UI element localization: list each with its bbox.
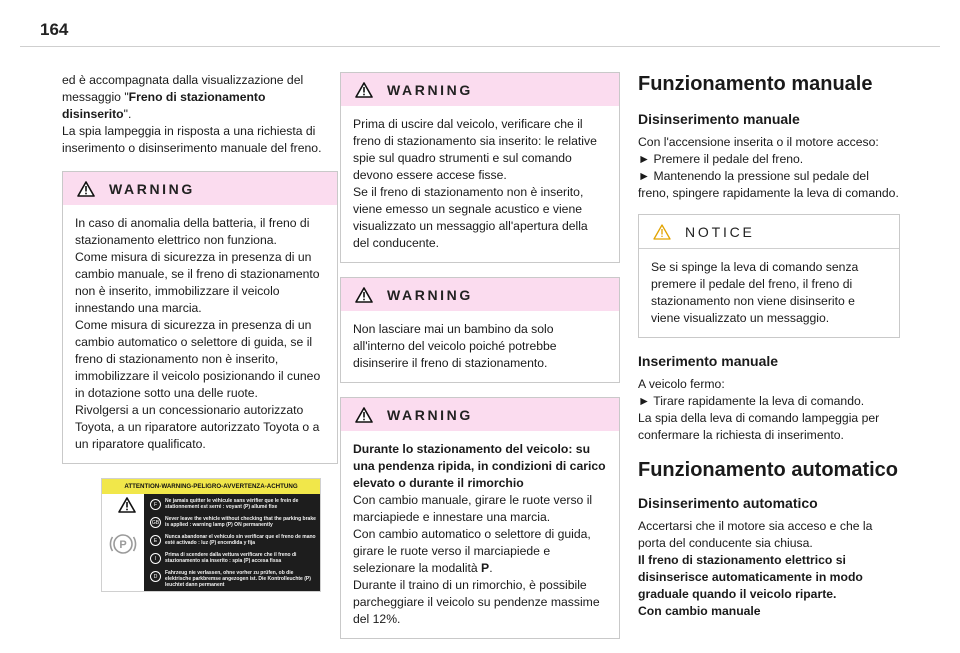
warning-body [63, 205, 337, 463]
notice-box [638, 214, 900, 338]
warning-title: WARNING [109, 180, 195, 197]
warning-header [341, 278, 619, 311]
header-rule [20, 46, 940, 47]
warning-header [341, 73, 619, 106]
warning-paragraph: Con cambio manuale, girare le ruote verso il marciapiede e innestare una marcia. [353, 493, 593, 524]
warning-icon [355, 407, 373, 423]
warning-icon [355, 287, 373, 303]
warning-box-slope [340, 397, 620, 639]
subsection-title-manual-release: Disinserimento manuale [638, 111, 800, 127]
label-row: E Nunca abandonar el vehículo sin verificar que el freno de mano esté activado : luz (P) encendida y fija [150, 534, 316, 547]
warning-body [341, 311, 619, 382]
warning-icon [77, 181, 95, 197]
warning-box-exit [340, 72, 620, 263]
label-warning-icon [118, 497, 136, 513]
warning-paragraph: Se il freno di stazionamento non è inserito, viene emesso un segnale acustico e viene visualizzato un messaggio all'apertura della del conducente. [353, 185, 588, 250]
subsection-title-manual-apply: Inserimento manuale [638, 353, 779, 369]
warning-box-child [340, 277, 620, 383]
warning-icon [355, 82, 373, 98]
warning-title: WARNING [387, 81, 473, 98]
notice-header [639, 215, 899, 249]
label-header: ATTENTION-WARNING-PELIGRO-AVVERTENZA-ACHTUNG [102, 479, 320, 494]
column-2 [340, 72, 620, 653]
svg-text:P: P [119, 539, 127, 551]
notice-title: NOTICE [685, 223, 755, 240]
column-3 [638, 72, 900, 620]
warning-paragraph: Come misura di sicurezza in presenza di un cambio manuale, se il freno di stazionamento non è inserito, immobilizzare il veicolo innestando una marcia. [75, 250, 320, 315]
warning-paragraph: In caso di anomalia della batteria, il freno di stazionamento elettrico non funziona. [75, 216, 310, 247]
subsection-title-automatic-release: Disinserimento automatico [638, 495, 818, 511]
manual-apply-text: A veicolo fermo: ► Tirare rapidamente la leva di comando. La spia della leva di comando lampeggia per confermare la richiesta di inserimento. [638, 377, 880, 442]
warning-title: WARNING [387, 286, 473, 303]
label-row: D Fahrzeug nie verlassen, ohne vorher zu prüfen, ob die elektrische parkbremse angezogen ist. Die Kontrolleuchte (P) leuchtet dann permanent [150, 570, 316, 583]
warning-paragraph: Prima di uscire dal veicolo, verificare che il freno di stazionamento sia inserito: le relative spie sul quadro strumenti e sul comando devono essere accese fisse. [353, 117, 597, 182]
warning-body [341, 106, 619, 262]
warning-title: WARNING [387, 406, 473, 423]
section-title-manual: Funzionamento manuale [638, 73, 873, 95]
warning-bold-paragraph: Durante lo stazionamento del veicolo: su una pendenza ripida, in condizioni di carico elevato o durante il rimorchio [353, 442, 606, 490]
warning-paragraph: Non lasciare mai un bambino da solo all'interno del veicolo poiché potrebbe disinserire il freno di stazionamento. [353, 322, 557, 370]
label-text-panel [144, 494, 320, 591]
parking-brake-icon [108, 529, 138, 559]
notice-icon [653, 224, 671, 240]
warning-paragraph: Come misura di sicurezza in presenza di un cambio automatico o selettore di guida, se il freno di stazionamento non è inserito, immobilizzare il veicolo posizionando il cuneo in dotazione sotto una delle ruote. [75, 318, 321, 400]
warning-header [63, 172, 337, 205]
manual-release-text: Con l'accensione inserita o il motore acceso: ► Premere il pedale del freno. ► Mantenendo la pressione sul pedale del freno, spingere rapidamente la leva di comando. [638, 135, 899, 200]
page-number: 164 [40, 20, 69, 39]
warning-paragraph: Con cambio automatico o selettore di guida, girare le ruote verso il marciapiede e selezionare la modalità P. [353, 527, 591, 575]
label-row: GB Never leave the vehicle without checking that the parking brake is applied : warning lamp (P) ON permanently [151, 516, 316, 528]
warning-body [341, 431, 619, 638]
warning-paragraph: Durante il traino di un rimorchio, è possibile parcheggiare il veicolo su pendenze massime del 12%. [353, 578, 600, 626]
warning-paragraph: Rivolgersi a un concessionario autorizzato Toyota, a un riparatore autorizzato Toyota o a un riparatore qualificato. [75, 403, 320, 451]
automatic-release-text: Accertarsi che il motore sia acceso e che la porta del conducente sia chiusa. Il freno di stazionamento elettrico si disinserisce automaticamente in modo graduale quando il veicolo riparte. Con cambio manuale [638, 519, 873, 618]
warning-header [341, 398, 619, 431]
section-title-automatic: Funzionamento automatico [638, 459, 898, 481]
label-row: I Prima di scendere dalla vettura verificare che il freno di stazionamento sia inserito : spia (P) accesa fissa [150, 552, 316, 565]
warning-box-battery [62, 171, 338, 464]
parking-brake-warning-label [101, 478, 321, 592]
column-1 [62, 72, 354, 592]
intro-text: ed è accompagnata dalla visualizzazione del messaggio "Freno di stazionamento disinserito". La spia lampeggia in risposta a una richiesta di inserimento o disinserimento manuale del freno. [62, 73, 322, 155]
notice-body: Se si spinge la leva di comando senza premere il pedale del freno, il freno di stazionamento non viene disinserito e viene visualizzato un messaggio. [651, 260, 859, 325]
label-row: F Ne jamais quitter le véhicule sans vérifier que le frein de stationnement est serré : voyant (P) allumé fixe [150, 498, 316, 511]
